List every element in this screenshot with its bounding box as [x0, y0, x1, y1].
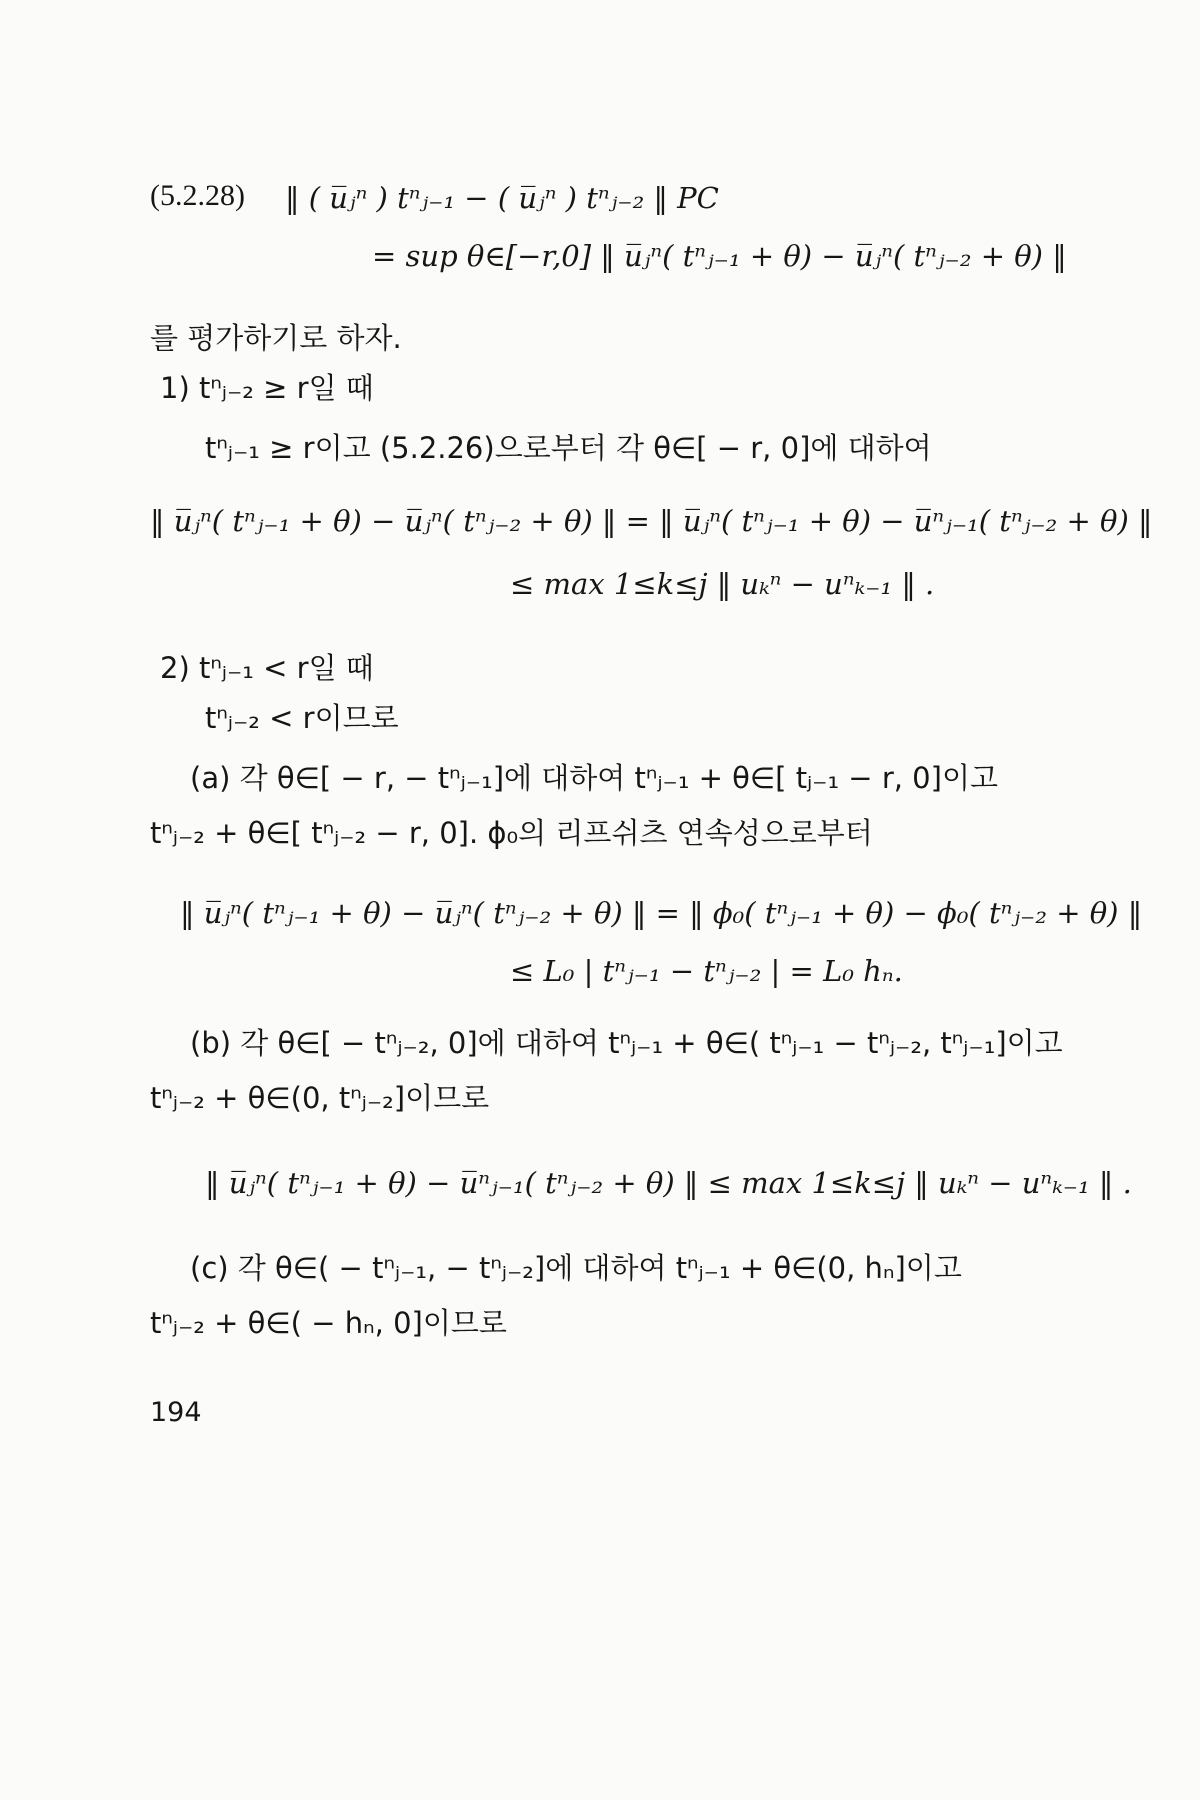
equation-5-2-28-line2: = sup θ∈[−r,0] ‖ u̅ⱼⁿ( tⁿⱼ₋₁ + θ) − u̅ⱼⁿ( tⁿⱼ₋₂ + θ) ‖ [372, 239, 1067, 273]
case2c-line1: (c) 각 θ∈( − tⁿⱼ₋₁, − tⁿⱼ₋₂]에 대하여 tⁿⱼ₋₁ + θ∈(0, hₙ]이고 [190, 1251, 962, 1285]
case2a-line2: tⁿⱼ₋₂ + θ∈[ tⁿⱼ₋₂ − r, 0]. ϕ₀의 리프쉬츠 연속성으로부터 [150, 816, 873, 850]
case2a-line1: (a) 각 θ∈[ − r, − tⁿⱼ₋₁]에 대하여 tⁿⱼ₋₁ + θ∈[ tⱼ₋₁ − r, 0]이고 [190, 761, 998, 795]
case1-equation-line2: ≤ max 1≤k≤j ‖ uₖⁿ − uⁿₖ₋₁ ‖ . [510, 567, 935, 601]
case2-text: tⁿⱼ₋₂ < r이므로 [205, 701, 399, 735]
equation-5-2-28-line1: ‖ ( u̅ⱼⁿ ) tⁿⱼ₋₁ − ( u̅ⱼⁿ ) tⁿⱼ₋₂ ‖ PC [285, 181, 719, 215]
case2b-line1: (b) 각 θ∈[ − tⁿⱼ₋₂, 0]에 대하여 tⁿⱼ₋₁ + θ∈( tⁿⱼ₋₁ − tⁿⱼ₋₂, tⁿⱼ₋₁]이고 [190, 1026, 1063, 1060]
equation-label: (5.2.28) [150, 179, 245, 212]
case2b-equation: ‖ u̅ⱼⁿ( tⁿⱼ₋₁ + θ) − u̅ⁿⱼ₋₁( tⁿⱼ₋₂ + θ) ‖ ≤ max 1≤k≤j ‖ uₖⁿ − uⁿₖ₋₁ ‖ . [205, 1166, 1132, 1200]
case1-equation-line1: ‖ u̅ⱼⁿ( tⁿⱼ₋₁ + θ) − u̅ⱼⁿ( tⁿⱼ₋₂ + θ) ‖ = ‖ u̅ⱼⁿ( tⁿⱼ₋₁ + θ) − u̅ⁿⱼ₋₁( tⁿⱼ₋₂ + θ) ‖ [150, 504, 1153, 538]
intro-text: 를 평가하기로 하자. [150, 321, 402, 355]
case1-heading: 1) tⁿⱼ₋₂ ≥ r일 때 [160, 371, 374, 405]
case2b-line2: tⁿⱼ₋₂ + θ∈(0, tⁿⱼ₋₂]이므로 [150, 1081, 490, 1115]
case2-heading: 2) tⁿⱼ₋₁ < r일 때 [160, 651, 374, 685]
case2c-line2: tⁿⱼ₋₂ + θ∈( − hₙ, 0]이므로 [150, 1306, 507, 1340]
case1-text: tⁿⱼ₋₁ ≥ r이고 (5.2.26)으로부터 각 θ∈[ − r, 0]에 대하여 [205, 431, 932, 465]
case2a-equation-line1: ‖ u̅ⱼⁿ( tⁿⱼ₋₁ + θ) − u̅ⱼⁿ( tⁿⱼ₋₂ + θ) ‖ = ‖ ϕ₀( tⁿⱼ₋₁ + θ) − ϕ₀( tⁿⱼ₋₂ + θ) ‖ [180, 896, 1143, 930]
page-number: 194 [150, 1397, 202, 1428]
case2a-equation-line2: ≤ L₀ | tⁿⱼ₋₁ − tⁿⱼ₋₂ | = L₀ hₙ. [510, 954, 903, 988]
